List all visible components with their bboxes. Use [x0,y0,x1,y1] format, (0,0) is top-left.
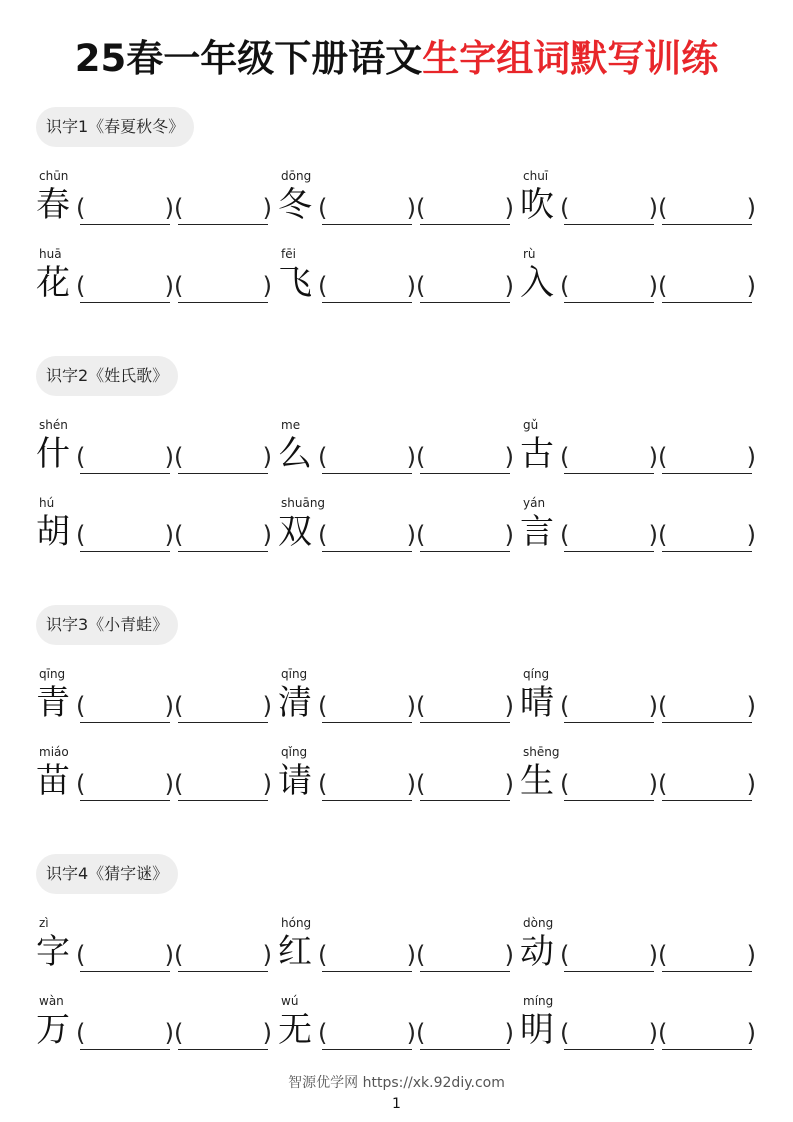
hanzi: 言 [520,512,554,552]
answer-blank[interactable] [178,191,268,225]
hanzi: 什 [36,434,70,474]
answer-blank[interactable] [564,269,654,303]
hanzi: 苗 [36,761,70,801]
page-number: 1 [392,1096,401,1112]
answer-blank[interactable] [662,269,752,303]
answer-blank[interactable] [80,938,170,972]
char-entry [520,247,760,311]
hanzi: 万 [36,1010,70,1050]
answer-blank[interactable] [80,191,170,225]
char-entry [36,994,276,1058]
answer-blank[interactable] [564,938,654,972]
answer-blank[interactable] [322,767,412,801]
hanzi: 飞 [278,263,312,303]
answer-blank[interactable] [420,191,510,225]
practice-row [0,667,793,731]
char-entry [278,994,518,1058]
answer-blank[interactable] [420,269,510,303]
footer-site: 智源优学网 https://xk.92diy.com [288,1075,505,1091]
pinyin: yán [523,496,546,510]
answer-blank[interactable] [420,518,510,552]
answer-blank[interactable] [322,938,412,972]
pinyin: hú [39,496,55,510]
answer-blank[interactable] [178,440,268,474]
char-entry [36,247,276,311]
pinyin: qīng [39,667,66,681]
char-entry [36,496,276,560]
answer-blank[interactable] [420,767,510,801]
page-title [0,32,793,86]
pinyin: gǔ [523,418,539,432]
char-entry [520,745,760,809]
answer-blank[interactable] [322,269,412,303]
pinyin: chuī [523,169,549,183]
char-entry [36,916,276,980]
answer-blank[interactable] [662,938,752,972]
hanzi: 清 [278,683,312,723]
answer-blank[interactable] [420,938,510,972]
hanzi: 无 [278,1010,312,1050]
section-label: 识字4《猜字谜》 [36,854,178,894]
answer-blank[interactable] [322,191,412,225]
answer-blank[interactable] [80,440,170,474]
char-entry [278,916,518,980]
hanzi: 双 [278,512,312,552]
answer-blank[interactable] [420,689,510,723]
hanzi: 入 [520,263,554,303]
pinyin: chūn [39,169,69,183]
answer-blank[interactable] [564,440,654,474]
answer-blank[interactable] [80,518,170,552]
answer-blank[interactable] [662,518,752,552]
section-2 [0,356,793,566]
pinyin: me [281,418,301,432]
hanzi: 动 [520,932,554,972]
pinyin: miáo [39,745,69,759]
answer-blank[interactable] [178,938,268,972]
pinyin: zì [39,916,49,930]
answer-blank[interactable] [322,689,412,723]
title-black-part: 25春一年级下册语文 [74,37,423,80]
answer-blank[interactable] [662,1016,752,1050]
hanzi: 么 [278,434,312,474]
char-entry [278,496,518,560]
hanzi: 胡 [36,512,70,552]
answer-blank[interactable] [420,440,510,474]
answer-blank[interactable] [662,440,752,474]
answer-blank[interactable] [178,269,268,303]
pinyin: hóng [281,916,312,930]
char-entry [520,418,760,482]
pinyin: huā [39,247,62,261]
pinyin: dòng [523,916,554,930]
answer-blank[interactable] [662,191,752,225]
answer-blank[interactable] [322,1016,412,1050]
practice-row [0,418,793,482]
hanzi: 古 [520,434,554,474]
char-entry [278,418,518,482]
practice-row [0,247,793,311]
pinyin: shēng [523,745,560,759]
answer-blank[interactable] [322,518,412,552]
char-entry [36,667,276,731]
char-entry [520,169,760,233]
char-entry [278,667,518,731]
hanzi: 红 [278,932,312,972]
answer-blank[interactable] [564,191,654,225]
char-entry [278,247,518,311]
char-entry [520,916,760,980]
hanzi: 字 [36,932,70,972]
hanzi: 青 [36,683,70,723]
char-entry [278,745,518,809]
section-4 [0,854,793,1064]
hanzi: 春 [36,185,70,225]
pinyin: qīng [281,667,308,681]
answer-blank[interactable] [178,518,268,552]
section-1 [0,107,793,317]
practice-row [0,916,793,980]
char-entry [278,169,518,233]
hanzi: 冬 [278,185,312,225]
section-label: 识字3《小青蛙》 [36,605,178,645]
hanzi: 晴 [520,683,554,723]
answer-blank[interactable] [80,269,170,303]
pinyin: shén [39,418,68,432]
pinyin: dōng [281,169,312,183]
answer-blank[interactable] [80,689,170,723]
pinyin: qǐng [281,745,308,759]
title-red-part: 生字组词默写训练 [422,37,719,80]
hanzi: 明 [520,1010,554,1050]
pinyin: míng [523,994,554,1008]
answer-blank[interactable] [564,518,654,552]
practice-row [0,994,793,1058]
char-entry [520,667,760,731]
hanzi: 吹 [520,185,554,225]
answer-blank[interactable] [178,767,268,801]
section-label: 识字1《春夏秋冬》 [36,107,194,147]
pinyin: shuāng [281,496,326,510]
hanzi: 生 [520,761,554,801]
pinyin: qíng [523,667,550,681]
answer-blank[interactable] [564,1016,654,1050]
answer-blank[interactable] [178,1016,268,1050]
pinyin: wàn [39,994,64,1008]
char-entry [520,994,760,1058]
pinyin: rù [523,247,536,261]
practice-row [0,169,793,233]
char-entry [36,745,276,809]
answer-blank[interactable] [80,1016,170,1050]
answer-blank[interactable] [564,689,654,723]
section-label: 识字2《姓氏歌》 [36,356,178,396]
char-entry [520,496,760,560]
hanzi: 请 [278,761,312,801]
char-entry [36,418,276,482]
answer-blank[interactable] [80,767,170,801]
char-entry [36,169,276,233]
section-3 [0,605,793,815]
pinyin: wú [281,994,299,1008]
practice-row [0,745,793,809]
answer-blank[interactable] [564,767,654,801]
answer-blank[interactable] [178,689,268,723]
answer-blank[interactable] [662,767,752,801]
answer-blank[interactable] [322,440,412,474]
practice-row [0,496,793,560]
answer-blank[interactable] [662,689,752,723]
answer-blank[interactable] [420,1016,510,1050]
hanzi: 花 [36,263,70,303]
pinyin: fēi [281,247,296,261]
